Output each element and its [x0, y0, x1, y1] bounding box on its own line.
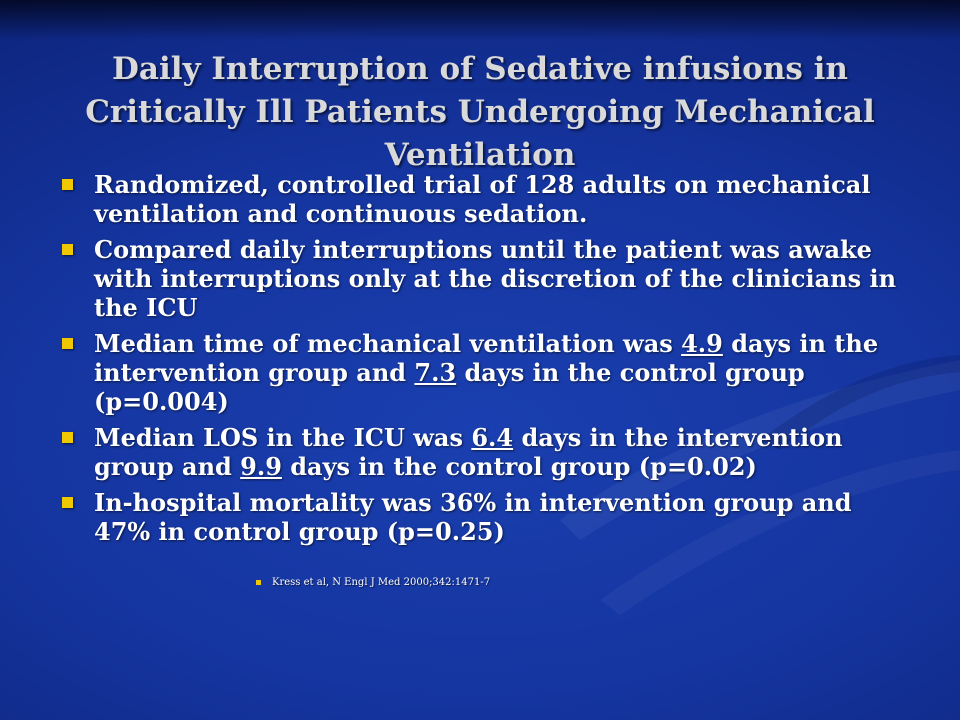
bullet-list	[60, 170, 910, 553]
bullet-text: Median time of mechanical ventilation was	[94, 329, 682, 358]
bullet-marker	[62, 244, 73, 255]
bullet-item	[60, 423, 910, 481]
bullet-text: In-hospital mortality was 36% in intervention group and 47% in control group (p=0.25)	[94, 488, 852, 546]
bullet-text: days in the intervention group and	[94, 329, 879, 387]
bullet-underlined-value: 6.4	[471, 423, 514, 452]
bullet-text: days in the intervention group and	[94, 423, 843, 481]
bullet-marker	[62, 338, 73, 349]
bullet-text: days in the control group (p=0.02)	[281, 452, 757, 481]
bullet-marker	[62, 179, 73, 190]
citation-text: Kress et al, N Engl J Med 2000;342:1471-7	[272, 577, 491, 588]
bullet-marker	[62, 497, 73, 508]
bullet-item	[60, 329, 910, 416]
bullet-underlined-value: 7.3	[414, 358, 457, 387]
bullet-item	[60, 170, 910, 228]
bullet-item	[60, 235, 910, 322]
slide-title: Daily Interruption of Sedative infusions in Critically Ill Patients Undergoing Mechanical Ventilation	[85, 51, 875, 173]
bullet-text: Compared daily interruptions until the patient was awake with interruptions only at the discretion of the clinicians in the ICU	[94, 235, 897, 322]
citation-bullet-marker	[256, 580, 261, 585]
bullet-text: Randomized, controlled trial of 128 adults on mechanical ventilation and continuous sedation.	[94, 170, 871, 228]
bullet-marker	[62, 432, 73, 443]
bullet-text: days in the control group (p=0.004)	[94, 358, 805, 416]
bullet-underlined-value: 4.9	[681, 329, 723, 358]
bullet-text: Median LOS in the ICU was	[94, 423, 472, 452]
bullet-underlined-value: 9.9	[240, 452, 282, 481]
citation	[256, 576, 490, 590]
bullet-item	[60, 488, 910, 546]
